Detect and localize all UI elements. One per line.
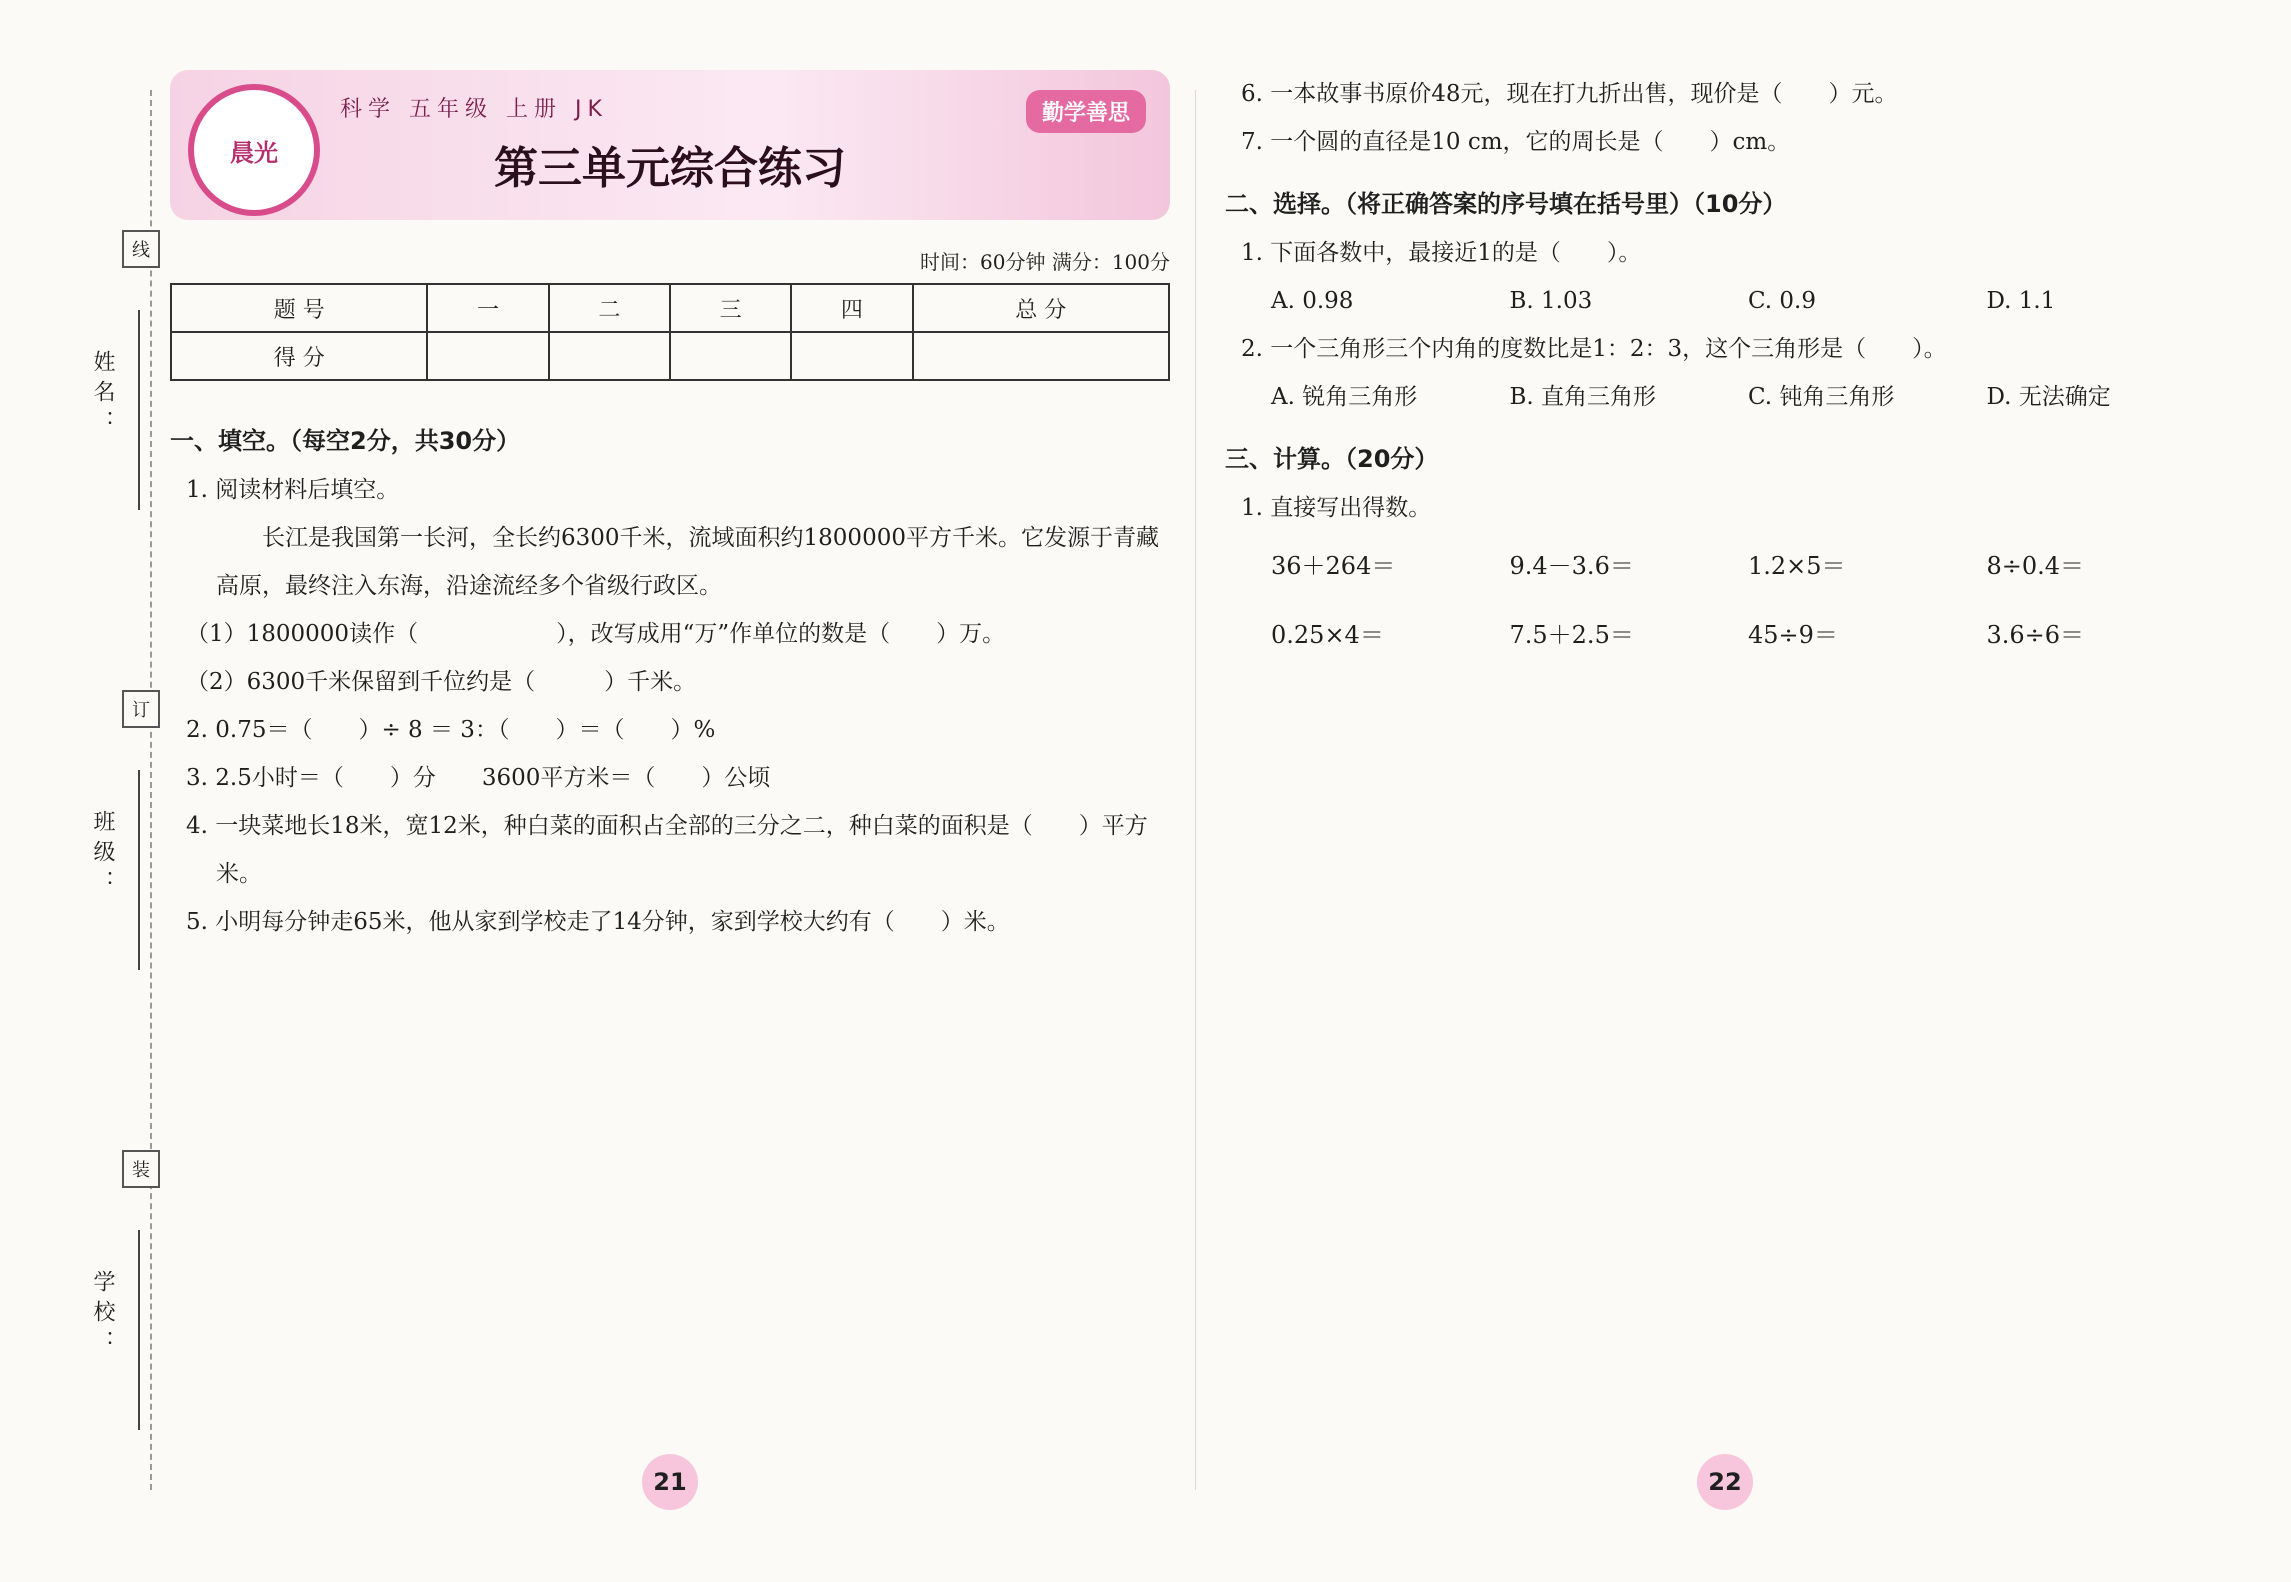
gutter-class-line [138, 770, 140, 970]
gutter-tag-zhuang: 装 [122, 1150, 160, 1188]
question-text: （1）1800000读作（ ），改写成用“万”作单位的数是（ ）万。 [186, 621, 1006, 647]
gutter-school-line [138, 1230, 140, 1430]
question-text: 1. 直接写出得数。 [1241, 495, 1432, 521]
calc-item: 3.6÷6＝ [1986, 621, 2085, 649]
brand-logo-icon: 晨光 [188, 84, 320, 216]
page-number: 21 [642, 1454, 698, 1510]
score-header-row [171, 284, 1169, 332]
score-cell: 得 分 [171, 332, 427, 380]
score-entry[interactable] [670, 332, 791, 380]
choice-option[interactable]: C. 钝角三角形 [1748, 384, 1895, 410]
section-title: 二、选择。（将正确答案的序号填在括号里）（10分） [1225, 190, 1787, 218]
calc-item: 0.25×4＝ [1271, 621, 1384, 649]
score-cell: 一 [427, 284, 548, 332]
reading-passage: 长江是我国第一长河，全长约6300千米，流域面积约1800000平方千米。它发源于青藏高原，最终注入东海，沿途流经多个省级行政区。 [216, 525, 1159, 599]
score-entry[interactable] [791, 332, 912, 380]
score-cell: 题 号 [171, 284, 427, 332]
score-table [170, 283, 1170, 381]
score-cell: 二 [549, 284, 670, 332]
course-meta: 科学 五年级 上册 JK [340, 97, 608, 122]
choice-option[interactable]: C. 0.9 [1748, 288, 1816, 314]
section-title: 一、填空。（每空2分，共30分） [170, 427, 521, 455]
calc-item: 8÷0.4＝ [1986, 552, 2085, 580]
calc-item: 1.2×5＝ [1748, 552, 1846, 580]
choice-option[interactable]: A. 锐角三角形 [1271, 384, 1418, 410]
score-cell: 三 [670, 284, 791, 332]
score-cell: 总 分 [913, 284, 1169, 332]
question-text: 3. 2.5小时＝（ ）分 3600平方米＝（ ）公顷 [186, 765, 771, 791]
exam-info: 时间：60分钟 满分：100分 [920, 250, 1170, 274]
left-page [170, 70, 1170, 1510]
choice-option[interactable]: D. 1.1 [1986, 288, 2056, 314]
binding-gutter [40, 90, 152, 1490]
motto-badge: 勤学善思 [1026, 90, 1146, 133]
right-page [1225, 70, 2225, 1510]
score-entry[interactable] [427, 332, 548, 380]
gutter-class-label: 班级： [90, 810, 115, 900]
score-entry[interactable] [549, 332, 670, 380]
calc-item: 45÷9＝ [1748, 621, 1838, 649]
question-text: 1. 下面各数中，最接近1的是（ ）。 [1241, 240, 1642, 266]
question-text: 1. 阅读材料后填空。 [186, 477, 400, 503]
question-text: 5. 小明每分钟走65米，他从家到学校走了14分钟，家到学校大约有（ ）米。 [186, 909, 1010, 935]
choice-option[interactable]: B. 1.03 [1509, 288, 1593, 314]
question-text: （2）6300千米保留到千位约是（ ）千米。 [186, 669, 697, 695]
gutter-school-label: 学校： [90, 1270, 115, 1360]
exam-title: 第三单元综合练习 [494, 143, 846, 194]
question-text: 2. 0.75＝（ ）÷ 8 ＝ 3：（ ）＝（ ）% [186, 717, 716, 743]
calc-item: 36＋264＝ [1271, 552, 1396, 580]
gutter-tag-xian: 线 [122, 230, 160, 268]
calc-item: 9.4－3.6＝ [1509, 552, 1634, 580]
header-banner [170, 70, 1170, 220]
question-text: 7. 一个圆的直径是10 cm，它的周长是（ ）cm。 [1241, 129, 1791, 155]
choice-option[interactable]: D. 无法确定 [1986, 384, 2111, 410]
gutter-name-label: 姓名： [90, 350, 115, 440]
choice-option[interactable]: B. 直角三角形 [1509, 384, 1657, 410]
section-title: 三、计算。（20分） [1225, 445, 1439, 473]
choice-options [1225, 277, 2225, 325]
page-number: 22 [1697, 1454, 1753, 1510]
question-text: 6. 一本故事书原价48元，现在打九折出售，现价是（ ）元。 [1241, 81, 1898, 107]
score-entry[interactable] [913, 332, 1169, 380]
gutter-name-line [138, 310, 140, 510]
score-cell: 四 [791, 284, 912, 332]
calc-grid [1225, 546, 2225, 650]
score-value-row [171, 332, 1169, 380]
center-divider [1195, 90, 1196, 1490]
question-text: 4. 一块菜地长18米，宽12米，种白菜的面积占全部的三分之二，种白菜的面积是（ ）平方米。 [186, 813, 1148, 887]
question-text: 2. 一个三角形三个内角的度数比是1：2：3，这个三角形是（ ）。 [1241, 336, 1947, 362]
choice-options [1225, 373, 2225, 421]
calc-item: 7.5＋2.5＝ [1509, 621, 1634, 649]
gutter-tag-ding: 订 [122, 690, 160, 728]
choice-option[interactable]: A. 0.98 [1271, 288, 1354, 314]
